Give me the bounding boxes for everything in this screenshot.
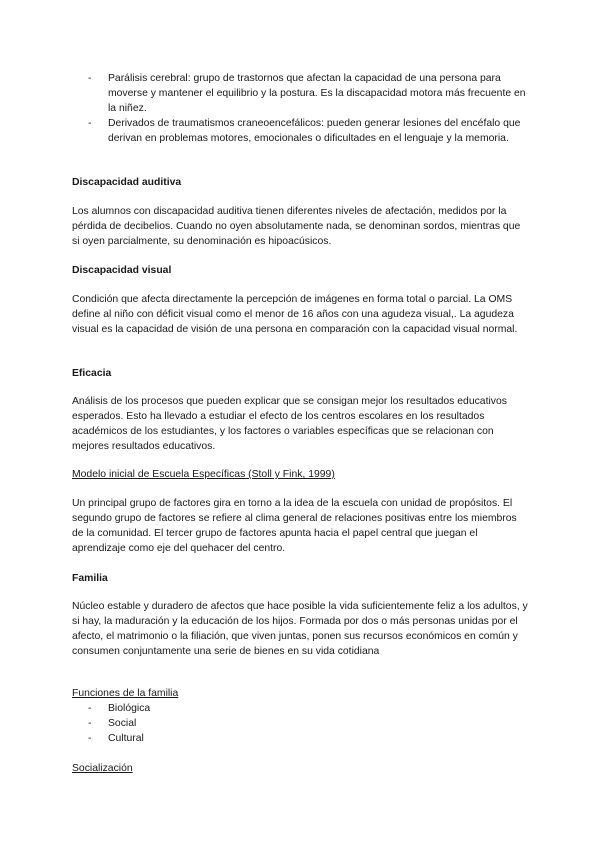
list-dash: - — [88, 73, 92, 84]
list-item-text: Social — [108, 718, 137, 729]
section-heading-eficacia: Eficacia — [72, 368, 112, 379]
list-item-text: Biológica — [108, 703, 151, 714]
section-heading-visual: Discapacidad visual — [72, 265, 172, 276]
funciones-list — [88, 701, 530, 746]
list-item — [88, 71, 530, 116]
list-dash: - — [88, 718, 92, 729]
list-item — [88, 731, 530, 746]
list-item-text: Parálisis cerebral: grupo de trastornos que afectan la capacidad de una persona para moverse y mantener el equilibrio y la postura. Es la discapacidad motora más frecuente en la niñez. — [108, 73, 526, 114]
paragraph-modelo: Un principal grupo de factores gira en torno a la idea de la escuela con unidad de propósitos. El segundo grupo de factores se refiere al clima general de relaciones positivas entre los miembros de la comunidad. El tercer grupo de factores apunta hacia el papel central que juegan el aprendizaje como eje del quehacer del centro. — [72, 498, 517, 554]
paragraph-eficacia: Análisis de los procesos que pueden explicar que se consigan mejor los resultados educativos esperados. Esto ha llevado a estudiar el efecto de los centros escolares en los resultados académicos de los estudiantes, y los factores o variables específicas que se relacionan con mejores resultados educativos. — [72, 396, 507, 452]
list-dash: - — [88, 733, 92, 744]
subheading-socializacion: Socialización — [72, 763, 133, 774]
list-item — [88, 716, 530, 731]
list-item-text: Cultural — [108, 733, 144, 744]
subheading-modelo: Modelo inicial de Escuela Específicas (Stoll y Fink, 1999) — [72, 469, 335, 480]
list-item-text: Derivados de traumatismos craneoencefálicos: pueden generar lesiones del encéfalo que derivan en problemas motores, emocionales o dificultades en el lenguaje y la memoria. — [108, 118, 521, 144]
section-heading-familia: Familia — [72, 573, 108, 584]
top-dash-list — [88, 71, 530, 146]
paragraph-auditiva: Los alumnos con discapacidad auditiva tienen diferentes niveles de afectación, medidos por la pérdida de decibelios. Cuando no oyen absolutamente nada, se denominan sordos, mientras que si oyen parcialmente, su denominación es hipoacúsicos. — [72, 206, 521, 247]
paragraph-visual: Condición que afecta directamente la percepción de imágenes en forma total o parcial. La OMS define al niño con déficit visual como el menor de 16 años con una agudeza visual,. La agudeza visual es la capacidad de visión de una persona en comparación con la capacidad visual normal. — [72, 294, 518, 335]
list-dash: - — [88, 118, 92, 129]
list-item — [88, 116, 530, 146]
paragraph-familia: Núcleo estable y duradero de afectos que hace posible la vida suficientemente feliz a los adultos, y si hay, la maduración y la educación de los hijos. Formada por dos o más personas unidas por el afecto, el matrimonio o la filiación, que viven juntas, ponen sus recursos económicos en común y consumen conjuntamente una serie de bienes en su vida cotidiana — [72, 601, 528, 657]
subheading-funciones: Funciones de la familia — [72, 688, 179, 699]
list-dash: - — [88, 703, 92, 714]
section-heading-auditiva: Discapacidad auditiva — [72, 177, 182, 188]
list-item — [88, 701, 530, 716]
